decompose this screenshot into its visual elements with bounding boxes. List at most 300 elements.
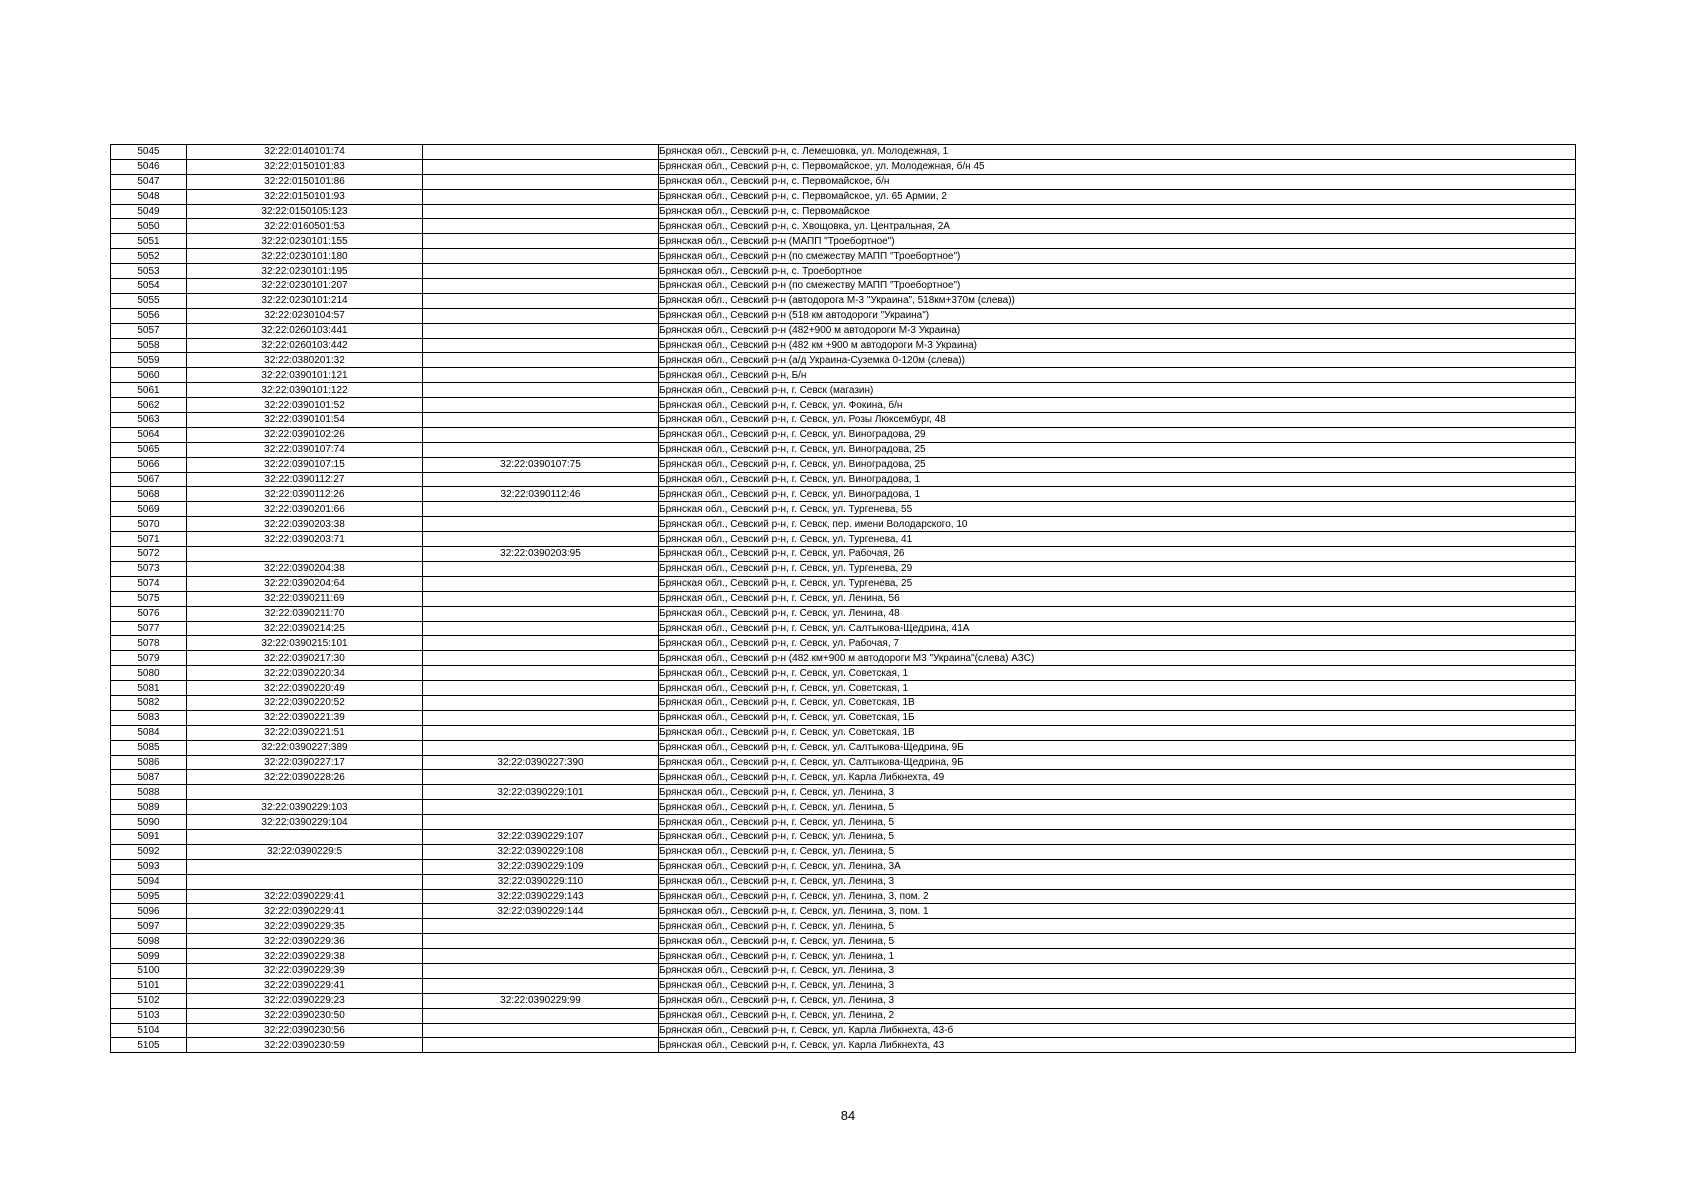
address-cell: Брянская обл., Севский р-н, г. Севск, ул. Советская, 1В bbox=[659, 695, 1576, 710]
address-cell: Брянская обл., Севский р-н, г. Севск, ул. Виноградова, 1 bbox=[659, 487, 1576, 502]
building-number-cell bbox=[423, 1038, 659, 1053]
table-row bbox=[111, 547, 1576, 562]
row-number-cell: 5087 bbox=[111, 770, 187, 785]
cadastral-number-cell: 32:22:0390101:122 bbox=[187, 383, 423, 398]
cadastral-number-cell: 32:22:0230101:207 bbox=[187, 279, 423, 294]
cadastral-number-cell: 32:22:0390229:35 bbox=[187, 919, 423, 934]
address-cell: Брянская обл., Севский р-н, Б/н bbox=[659, 368, 1576, 383]
cadastral-number-cell: 32:22:0150105:123 bbox=[187, 204, 423, 219]
address-cell: Брянская обл., Севский р-н, г. Севск, ул. Виноградова, 25 bbox=[659, 457, 1576, 472]
cadastral-number-cell: 32:22:0390220:52 bbox=[187, 695, 423, 710]
table-row bbox=[111, 249, 1576, 264]
row-number-cell: 5080 bbox=[111, 666, 187, 681]
cadastral-number-cell: 32:22:0390215:101 bbox=[187, 636, 423, 651]
row-number-cell: 5059 bbox=[111, 353, 187, 368]
building-number-cell bbox=[423, 963, 659, 978]
row-number-cell: 5062 bbox=[111, 398, 187, 413]
address-cell: Брянская обл., Севский р-н, г. Севск, пер. имени Володарского, 10 bbox=[659, 517, 1576, 532]
table-row bbox=[111, 695, 1576, 710]
table-row bbox=[111, 308, 1576, 323]
building-number-cell bbox=[423, 249, 659, 264]
register-table-body bbox=[111, 145, 1576, 1053]
table-row bbox=[111, 532, 1576, 547]
table-row bbox=[111, 874, 1576, 889]
building-number-cell: 32:22:0390229:143 bbox=[423, 889, 659, 904]
table-row bbox=[111, 963, 1576, 978]
table-row bbox=[111, 993, 1576, 1008]
row-number-cell: 5099 bbox=[111, 949, 187, 964]
table-row bbox=[111, 413, 1576, 428]
building-number-cell: 32:22:0390229:99 bbox=[423, 993, 659, 1008]
building-number-cell bbox=[423, 219, 659, 234]
cadastral-number-cell: 32:22:0140101:74 bbox=[187, 145, 423, 160]
cadastral-number-cell bbox=[187, 874, 423, 889]
building-number-cell bbox=[423, 576, 659, 591]
table-row bbox=[111, 904, 1576, 919]
address-cell: Брянская обл., Севский р-н, г. Севск, ул. Салтыкова-Щедрина, 41А bbox=[659, 621, 1576, 636]
address-cell: Брянская обл., Севский р-н, г. Севск, ул. Ленина, 5 bbox=[659, 934, 1576, 949]
cadastral-number-cell: 32:22:0390220:49 bbox=[187, 681, 423, 696]
building-number-cell bbox=[423, 532, 659, 547]
row-number-cell: 5056 bbox=[111, 308, 187, 323]
building-number-cell bbox=[423, 353, 659, 368]
cadastral-number-cell: 32:22:0390229:5 bbox=[187, 844, 423, 859]
building-number-cell bbox=[423, 517, 659, 532]
table-row bbox=[111, 725, 1576, 740]
address-cell: Брянская обл., Севский р-н, г. Севск, ул. Ленина, 56 bbox=[659, 591, 1576, 606]
address-cell: Брянская обл., Севский р-н (482 км +900 м автодороги М-3 Украина) bbox=[659, 338, 1576, 353]
cadastral-number-cell: 32:22:0390229:41 bbox=[187, 889, 423, 904]
building-number-cell bbox=[423, 189, 659, 204]
building-number-cell: 32:22:0390227:390 bbox=[423, 755, 659, 770]
row-number-cell: 5046 bbox=[111, 159, 187, 174]
row-number-cell: 5082 bbox=[111, 695, 187, 710]
row-number-cell: 5053 bbox=[111, 264, 187, 279]
row-number-cell: 5086 bbox=[111, 755, 187, 770]
row-number-cell: 5095 bbox=[111, 889, 187, 904]
table-row bbox=[111, 755, 1576, 770]
cadastral-number-cell: 32:22:0390227:17 bbox=[187, 755, 423, 770]
address-cell: Брянская обл., Севский р-н, г. Севск, ул. Тургенева, 55 bbox=[659, 502, 1576, 517]
building-number-cell: 32:22:0390229:101 bbox=[423, 785, 659, 800]
building-number-cell bbox=[423, 323, 659, 338]
building-number-cell: 32:22:0390229:109 bbox=[423, 859, 659, 874]
cadastral-number-cell: 32:22:0150101:86 bbox=[187, 174, 423, 189]
cadastral-number-cell: 32:22:0390230:56 bbox=[187, 1023, 423, 1038]
table-row bbox=[111, 815, 1576, 830]
address-cell: Брянская обл., Севский р-н, г. Севск, ул. Тургенева, 29 bbox=[659, 561, 1576, 576]
cadastral-number-cell: 32:22:0390107:15 bbox=[187, 457, 423, 472]
row-number-cell: 5105 bbox=[111, 1038, 187, 1053]
row-number-cell: 5054 bbox=[111, 279, 187, 294]
row-number-cell: 5102 bbox=[111, 993, 187, 1008]
register-table bbox=[110, 144, 1576, 1053]
address-cell: Брянская обл., Севский р-н, г. Севск, ул. Виноградова, 1 bbox=[659, 472, 1576, 487]
table-row bbox=[111, 174, 1576, 189]
cadastral-number-cell: 32:22:0390211:70 bbox=[187, 606, 423, 621]
address-cell: Брянская обл., Севский р-н, г. Севск (магазин) bbox=[659, 383, 1576, 398]
cadastral-number-cell: 32:22:0230104:57 bbox=[187, 308, 423, 323]
table-row bbox=[111, 145, 1576, 160]
building-number-cell bbox=[423, 561, 659, 576]
table-row bbox=[111, 383, 1576, 398]
row-number-cell: 5079 bbox=[111, 651, 187, 666]
building-number-cell: 32:22:0390229:144 bbox=[423, 904, 659, 919]
building-number-cell bbox=[423, 338, 659, 353]
address-cell: Брянская обл., Севский р-н, г. Севск, ул. Ленина, 5 bbox=[659, 919, 1576, 934]
building-number-cell bbox=[423, 800, 659, 815]
row-number-cell: 5072 bbox=[111, 547, 187, 562]
row-number-cell: 5094 bbox=[111, 874, 187, 889]
cadastral-number-cell: 32:22:0390211:69 bbox=[187, 591, 423, 606]
table-row bbox=[111, 949, 1576, 964]
cadastral-number-cell: 32:22:0390201:66 bbox=[187, 502, 423, 517]
row-number-cell: 5047 bbox=[111, 174, 187, 189]
cadastral-number-cell: 32:22:0390203:38 bbox=[187, 517, 423, 532]
row-number-cell: 5075 bbox=[111, 591, 187, 606]
address-cell: Брянская обл., Севский р-н, г. Севск, ул. Виноградова, 25 bbox=[659, 442, 1576, 457]
address-cell: Брянская обл., Севский р-н, г. Севск, ул. Ленина, 3 bbox=[659, 993, 1576, 1008]
cadastral-number-cell: 32:22:0390228:26 bbox=[187, 770, 423, 785]
row-number-cell: 5104 bbox=[111, 1023, 187, 1038]
table-row bbox=[111, 934, 1576, 949]
address-cell: Брянская обл., Севский р-н (518 км автодороги "Украина") bbox=[659, 308, 1576, 323]
building-number-cell bbox=[423, 740, 659, 755]
address-cell: Брянская обл., Севский р-н (а/д Украина-Суземка 0-120м (слева)) bbox=[659, 353, 1576, 368]
address-cell: Брянская обл., Севский р-н (по смежеству МАПП "Троебортное") bbox=[659, 279, 1576, 294]
building-number-cell bbox=[423, 919, 659, 934]
address-cell: Брянская обл., Севский р-н, г. Севск, ул. Ленина, 3 bbox=[659, 874, 1576, 889]
row-number-cell: 5084 bbox=[111, 725, 187, 740]
table-row bbox=[111, 978, 1576, 993]
table-row bbox=[111, 204, 1576, 219]
building-number-cell bbox=[423, 279, 659, 294]
address-cell: Брянская обл., Севский р-н, с. Первомайское, ул. Молодежная, б/н 45 bbox=[659, 159, 1576, 174]
row-number-cell: 5092 bbox=[111, 844, 187, 859]
building-number-cell bbox=[423, 710, 659, 725]
cadastral-number-cell: 32:22:0390229:38 bbox=[187, 949, 423, 964]
cadastral-number-cell: 32:22:0260103:441 bbox=[187, 323, 423, 338]
row-number-cell: 5064 bbox=[111, 427, 187, 442]
row-number-cell: 5097 bbox=[111, 919, 187, 934]
row-number-cell: 5065 bbox=[111, 442, 187, 457]
table-row bbox=[111, 829, 1576, 844]
row-number-cell: 5045 bbox=[111, 145, 187, 160]
building-number-cell bbox=[423, 427, 659, 442]
table-row bbox=[111, 159, 1576, 174]
table-row bbox=[111, 710, 1576, 725]
building-number-cell bbox=[423, 264, 659, 279]
table-row bbox=[111, 651, 1576, 666]
building-number-cell: 32:22:0390229:110 bbox=[423, 874, 659, 889]
row-number-cell: 5055 bbox=[111, 293, 187, 308]
row-number-cell: 5091 bbox=[111, 829, 187, 844]
row-number-cell: 5100 bbox=[111, 963, 187, 978]
address-cell: Брянская обл., Севский р-н, г. Севск, ул. Ленина, 3 bbox=[659, 963, 1576, 978]
cadastral-number-cell: 32:22:0390217:30 bbox=[187, 651, 423, 666]
cadastral-number-cell bbox=[187, 547, 423, 562]
building-number-cell: 32:22:0390229:108 bbox=[423, 844, 659, 859]
cadastral-number-cell: 32:22:0260103:442 bbox=[187, 338, 423, 353]
address-cell: Брянская обл., Севский р-н, с. Первомайское bbox=[659, 204, 1576, 219]
row-number-cell: 5051 bbox=[111, 234, 187, 249]
table-row bbox=[111, 591, 1576, 606]
building-number-cell: 32:22:0390229:107 bbox=[423, 829, 659, 844]
table-row bbox=[111, 1008, 1576, 1023]
table-row bbox=[111, 517, 1576, 532]
row-number-cell: 5098 bbox=[111, 934, 187, 949]
building-number-cell bbox=[423, 815, 659, 830]
row-number-cell: 5089 bbox=[111, 800, 187, 815]
address-cell: Брянская обл., Севский р-н, г. Севск, ул. Ленина, 1 bbox=[659, 949, 1576, 964]
table-row bbox=[111, 279, 1576, 294]
cadastral-number-cell bbox=[187, 859, 423, 874]
table-row bbox=[111, 621, 1576, 636]
address-cell: Брянская обл., Севский р-н, г. Севск, ул. Карла Либкнехта, 49 bbox=[659, 770, 1576, 785]
building-number-cell bbox=[423, 1023, 659, 1038]
address-cell: Брянская обл., Севский р-н, г. Севск, ул. Виноградова, 29 bbox=[659, 427, 1576, 442]
building-number-cell bbox=[423, 934, 659, 949]
building-number-cell bbox=[423, 502, 659, 517]
address-cell: Брянская обл., Севский р-н, г. Севск, ул. Ленина, 3, пом. 2 bbox=[659, 889, 1576, 904]
row-number-cell: 5101 bbox=[111, 978, 187, 993]
table-row bbox=[111, 264, 1576, 279]
table-row bbox=[111, 353, 1576, 368]
row-number-cell: 5074 bbox=[111, 576, 187, 591]
table-row bbox=[111, 636, 1576, 651]
building-number-cell bbox=[423, 606, 659, 621]
row-number-cell: 5067 bbox=[111, 472, 187, 487]
table-row bbox=[111, 189, 1576, 204]
row-number-cell: 5076 bbox=[111, 606, 187, 621]
address-cell: Брянская обл., Севский р-н, г. Севск, ул. Карла Либкнехта, 43-б bbox=[659, 1023, 1576, 1038]
building-number-cell bbox=[423, 234, 659, 249]
address-cell: Брянская обл., Севский р-н, г. Севск, ул. Розы Люксембург, 48 bbox=[659, 413, 1576, 428]
address-cell: Брянская обл., Севский р-н (МАПП "Троебортное") bbox=[659, 234, 1576, 249]
address-cell: Брянская обл., Севский р-н (по смежеству МАПП "Троебортное") bbox=[659, 249, 1576, 264]
cadastral-number-cell: 32:22:0390230:59 bbox=[187, 1038, 423, 1053]
address-cell: Брянская обл., Севский р-н, г. Севск, ул. Советская, 1 bbox=[659, 681, 1576, 696]
table-row bbox=[111, 740, 1576, 755]
building-number-cell bbox=[423, 591, 659, 606]
cadastral-number-cell: 32:22:0390221:39 bbox=[187, 710, 423, 725]
row-number-cell: 5073 bbox=[111, 561, 187, 576]
cadastral-number-cell: 32:22:0390204:38 bbox=[187, 561, 423, 576]
cadastral-number-cell: 32:22:0390203:71 bbox=[187, 532, 423, 547]
address-cell: Брянская обл., Севский р-н, г. Севск, ул. Советская, 1 bbox=[659, 666, 1576, 681]
address-cell: Брянская обл., Севский р-н, г. Севск, ул. Ленина, 5 bbox=[659, 829, 1576, 844]
row-number-cell: 5063 bbox=[111, 413, 187, 428]
row-number-cell: 5057 bbox=[111, 323, 187, 338]
table-row bbox=[111, 889, 1576, 904]
address-cell: Брянская обл., Севский р-н, с. Лемешовка, ул. Молодежная, 1 bbox=[659, 145, 1576, 160]
row-number-cell: 5078 bbox=[111, 636, 187, 651]
row-number-cell: 5093 bbox=[111, 859, 187, 874]
building-number-cell bbox=[423, 159, 659, 174]
table-row bbox=[111, 1038, 1576, 1053]
table-row bbox=[111, 338, 1576, 353]
row-number-cell: 5068 bbox=[111, 487, 187, 502]
address-cell: Брянская обл., Севский р-н, г. Севск, ул. Ленина, 5 bbox=[659, 844, 1576, 859]
address-cell: Брянская обл., Севский р-н, г. Севск, ул. Ленина, 5 bbox=[659, 815, 1576, 830]
cadastral-number-cell bbox=[187, 829, 423, 844]
cadastral-number-cell: 32:22:0160501:53 bbox=[187, 219, 423, 234]
cadastral-number-cell: 32:22:0230101:214 bbox=[187, 293, 423, 308]
address-cell: Брянская обл., Севский р-н, г. Севск, ул. Тургенева, 25 bbox=[659, 576, 1576, 591]
address-cell: Брянская обл., Севский р-н, г. Севск, ул. Салтыкова-Щедрина, 9Б bbox=[659, 755, 1576, 770]
row-number-cell: 5081 bbox=[111, 681, 187, 696]
cadastral-number-cell: 32:22:0390229:41 bbox=[187, 904, 423, 919]
cadastral-number-cell: 32:22:0390102:26 bbox=[187, 427, 423, 442]
building-number-cell: 32:22:0390112:46 bbox=[423, 487, 659, 502]
row-number-cell: 5083 bbox=[111, 710, 187, 725]
building-number-cell bbox=[423, 383, 659, 398]
table-row bbox=[111, 919, 1576, 934]
row-number-cell: 5058 bbox=[111, 338, 187, 353]
building-number-cell bbox=[423, 308, 659, 323]
table-row bbox=[111, 323, 1576, 338]
building-number-cell bbox=[423, 725, 659, 740]
address-cell: Брянская обл., Севский р-н, г. Севск, ул. Карла Либкнехта, 43 bbox=[659, 1038, 1576, 1053]
page-number: 84 bbox=[840, 1108, 856, 1123]
building-number-cell bbox=[423, 695, 659, 710]
table-row bbox=[111, 398, 1576, 413]
row-number-cell: 5052 bbox=[111, 249, 187, 264]
cadastral-number-cell: 32:22:0150101:83 bbox=[187, 159, 423, 174]
building-number-cell bbox=[423, 398, 659, 413]
building-number-cell bbox=[423, 770, 659, 785]
cadastral-number-cell: 32:22:0390220:34 bbox=[187, 666, 423, 681]
row-number-cell: 5088 bbox=[111, 785, 187, 800]
cadastral-number-cell: 32:22:0390221:51 bbox=[187, 725, 423, 740]
cadastral-number-cell: 32:22:0390101:54 bbox=[187, 413, 423, 428]
table-row bbox=[111, 457, 1576, 472]
row-number-cell: 5090 bbox=[111, 815, 187, 830]
row-number-cell: 5077 bbox=[111, 621, 187, 636]
building-number-cell bbox=[423, 666, 659, 681]
building-number-cell bbox=[423, 1008, 659, 1023]
address-cell: Брянская обл., Севский р-н (автодорога М-3 "Украина", 518км+370м (слева)) bbox=[659, 293, 1576, 308]
table-row bbox=[111, 293, 1576, 308]
row-number-cell: 5071 bbox=[111, 532, 187, 547]
address-cell: Брянская обл., Севский р-н, г. Севск, ул. Ленина, 3, пом. 1 bbox=[659, 904, 1576, 919]
table-row bbox=[111, 681, 1576, 696]
address-cell: Брянская обл., Севский р-н, с. Первомайское, ул. 65 Армии, 2 bbox=[659, 189, 1576, 204]
row-number-cell: 5061 bbox=[111, 383, 187, 398]
cadastral-number-cell: 32:22:0390229:36 bbox=[187, 934, 423, 949]
address-cell: Брянская обл., Севский р-н, с. Хвощовка, ул. Центральная, 2А bbox=[659, 219, 1576, 234]
row-number-cell: 5085 bbox=[111, 740, 187, 755]
cadastral-number-cell: 32:22:0390229:41 bbox=[187, 978, 423, 993]
building-number-cell bbox=[423, 621, 659, 636]
row-number-cell: 5048 bbox=[111, 189, 187, 204]
building-number-cell bbox=[423, 368, 659, 383]
cadastral-number-cell: 32:22:0390112:27 bbox=[187, 472, 423, 487]
cadastral-number-cell: 32:22:0390229:39 bbox=[187, 963, 423, 978]
building-number-cell bbox=[423, 472, 659, 487]
row-number-cell: 5060 bbox=[111, 368, 187, 383]
building-number-cell bbox=[423, 442, 659, 457]
cadastral-number-cell: 32:22:0390230:50 bbox=[187, 1008, 423, 1023]
cadastral-number-cell: 32:22:0230101:155 bbox=[187, 234, 423, 249]
cadastral-number-cell: 32:22:0390229:103 bbox=[187, 800, 423, 815]
building-number-cell bbox=[423, 978, 659, 993]
table-row bbox=[111, 487, 1576, 502]
table-row bbox=[111, 502, 1576, 517]
cadastral-number-cell: 32:22:0390101:121 bbox=[187, 368, 423, 383]
address-cell: Брянская обл., Севский р-н, с. Первомайское, б/н bbox=[659, 174, 1576, 189]
address-cell: Брянская обл., Севский р-н, г. Севск, ул. Ленина, 3 bbox=[659, 785, 1576, 800]
cadastral-number-cell: 32:22:0390229:23 bbox=[187, 993, 423, 1008]
table-row bbox=[111, 427, 1576, 442]
address-cell: Брянская обл., Севский р-н (482 км+900 м автодороги М3 "Украина"(слева) АЗС) bbox=[659, 651, 1576, 666]
address-cell: Брянская обл., Севский р-н, г. Севск, ул. Салтыкова-Щедрина, 9Б bbox=[659, 740, 1576, 755]
cadastral-number-cell: 32:22:0390107:74 bbox=[187, 442, 423, 457]
row-number-cell: 5050 bbox=[111, 219, 187, 234]
table-row bbox=[111, 368, 1576, 383]
building-number-cell bbox=[423, 145, 659, 160]
cadastral-number-cell: 32:22:0230101:195 bbox=[187, 264, 423, 279]
table-row bbox=[111, 472, 1576, 487]
address-cell: Брянская обл., Севский р-н, г. Севск, ул. Рабочая, 26 bbox=[659, 547, 1576, 562]
row-number-cell: 5069 bbox=[111, 502, 187, 517]
cadastral-number-cell: 32:22:0230101:180 bbox=[187, 249, 423, 264]
address-cell: Брянская обл., Севский р-н, г. Севск, ул. Фокина, б/н bbox=[659, 398, 1576, 413]
cadastral-number-cell: 32:22:0390214:25 bbox=[187, 621, 423, 636]
building-number-cell bbox=[423, 636, 659, 651]
row-number-cell: 5066 bbox=[111, 457, 187, 472]
table-row bbox=[111, 859, 1576, 874]
row-number-cell: 5096 bbox=[111, 904, 187, 919]
table-row bbox=[111, 606, 1576, 621]
address-cell: Брянская обл., Севский р-н, г. Севск, ул. Ленина, 48 bbox=[659, 606, 1576, 621]
row-number-cell: 5103 bbox=[111, 1008, 187, 1023]
address-cell: Брянская обл., Севский р-н, г. Севск, ул. Ленина, 2 bbox=[659, 1008, 1576, 1023]
cadastral-number-cell bbox=[187, 785, 423, 800]
row-number-cell: 5070 bbox=[111, 517, 187, 532]
building-number-cell: 32:22:0390203:95 bbox=[423, 547, 659, 562]
building-number-cell: 32:22:0390107:75 bbox=[423, 457, 659, 472]
table-row bbox=[111, 1023, 1576, 1038]
building-number-cell bbox=[423, 681, 659, 696]
building-number-cell bbox=[423, 949, 659, 964]
table-row bbox=[111, 770, 1576, 785]
cadastral-number-cell: 32:22:0390204:64 bbox=[187, 576, 423, 591]
table-row bbox=[111, 844, 1576, 859]
cadastral-number-cell: 32:22:0150101:93 bbox=[187, 189, 423, 204]
address-cell: Брянская обл., Севский р-н, г. Севск, ул. Ленина, 5 bbox=[659, 800, 1576, 815]
table-row bbox=[111, 561, 1576, 576]
table-row bbox=[111, 666, 1576, 681]
address-cell: Брянская обл., Севский р-н, г. Севск, ул. Тургенева, 41 bbox=[659, 532, 1576, 547]
table-row bbox=[111, 800, 1576, 815]
address-cell: Брянская обл., Севский р-н (482+900 м автодороги М-3 Украина) bbox=[659, 323, 1576, 338]
building-number-cell bbox=[423, 413, 659, 428]
building-number-cell bbox=[423, 651, 659, 666]
address-cell: Брянская обл., Севский р-н, с. Троебортное bbox=[659, 264, 1576, 279]
cadastral-number-cell: 32:22:0380201:32 bbox=[187, 353, 423, 368]
building-number-cell bbox=[423, 204, 659, 219]
table-row bbox=[111, 576, 1576, 591]
table-row bbox=[111, 234, 1576, 249]
address-cell: Брянская обл., Севский р-н, г. Севск, ул. Советская, 1В bbox=[659, 725, 1576, 740]
address-cell: Брянская обл., Севский р-н, г. Севск, ул. Рабочая, 7 bbox=[659, 636, 1576, 651]
table-row bbox=[111, 785, 1576, 800]
table-row bbox=[111, 442, 1576, 457]
building-number-cell bbox=[423, 293, 659, 308]
building-number-cell bbox=[423, 174, 659, 189]
address-cell: Брянская обл., Севский р-н, г. Севск, ул. Советская, 1Б bbox=[659, 710, 1576, 725]
